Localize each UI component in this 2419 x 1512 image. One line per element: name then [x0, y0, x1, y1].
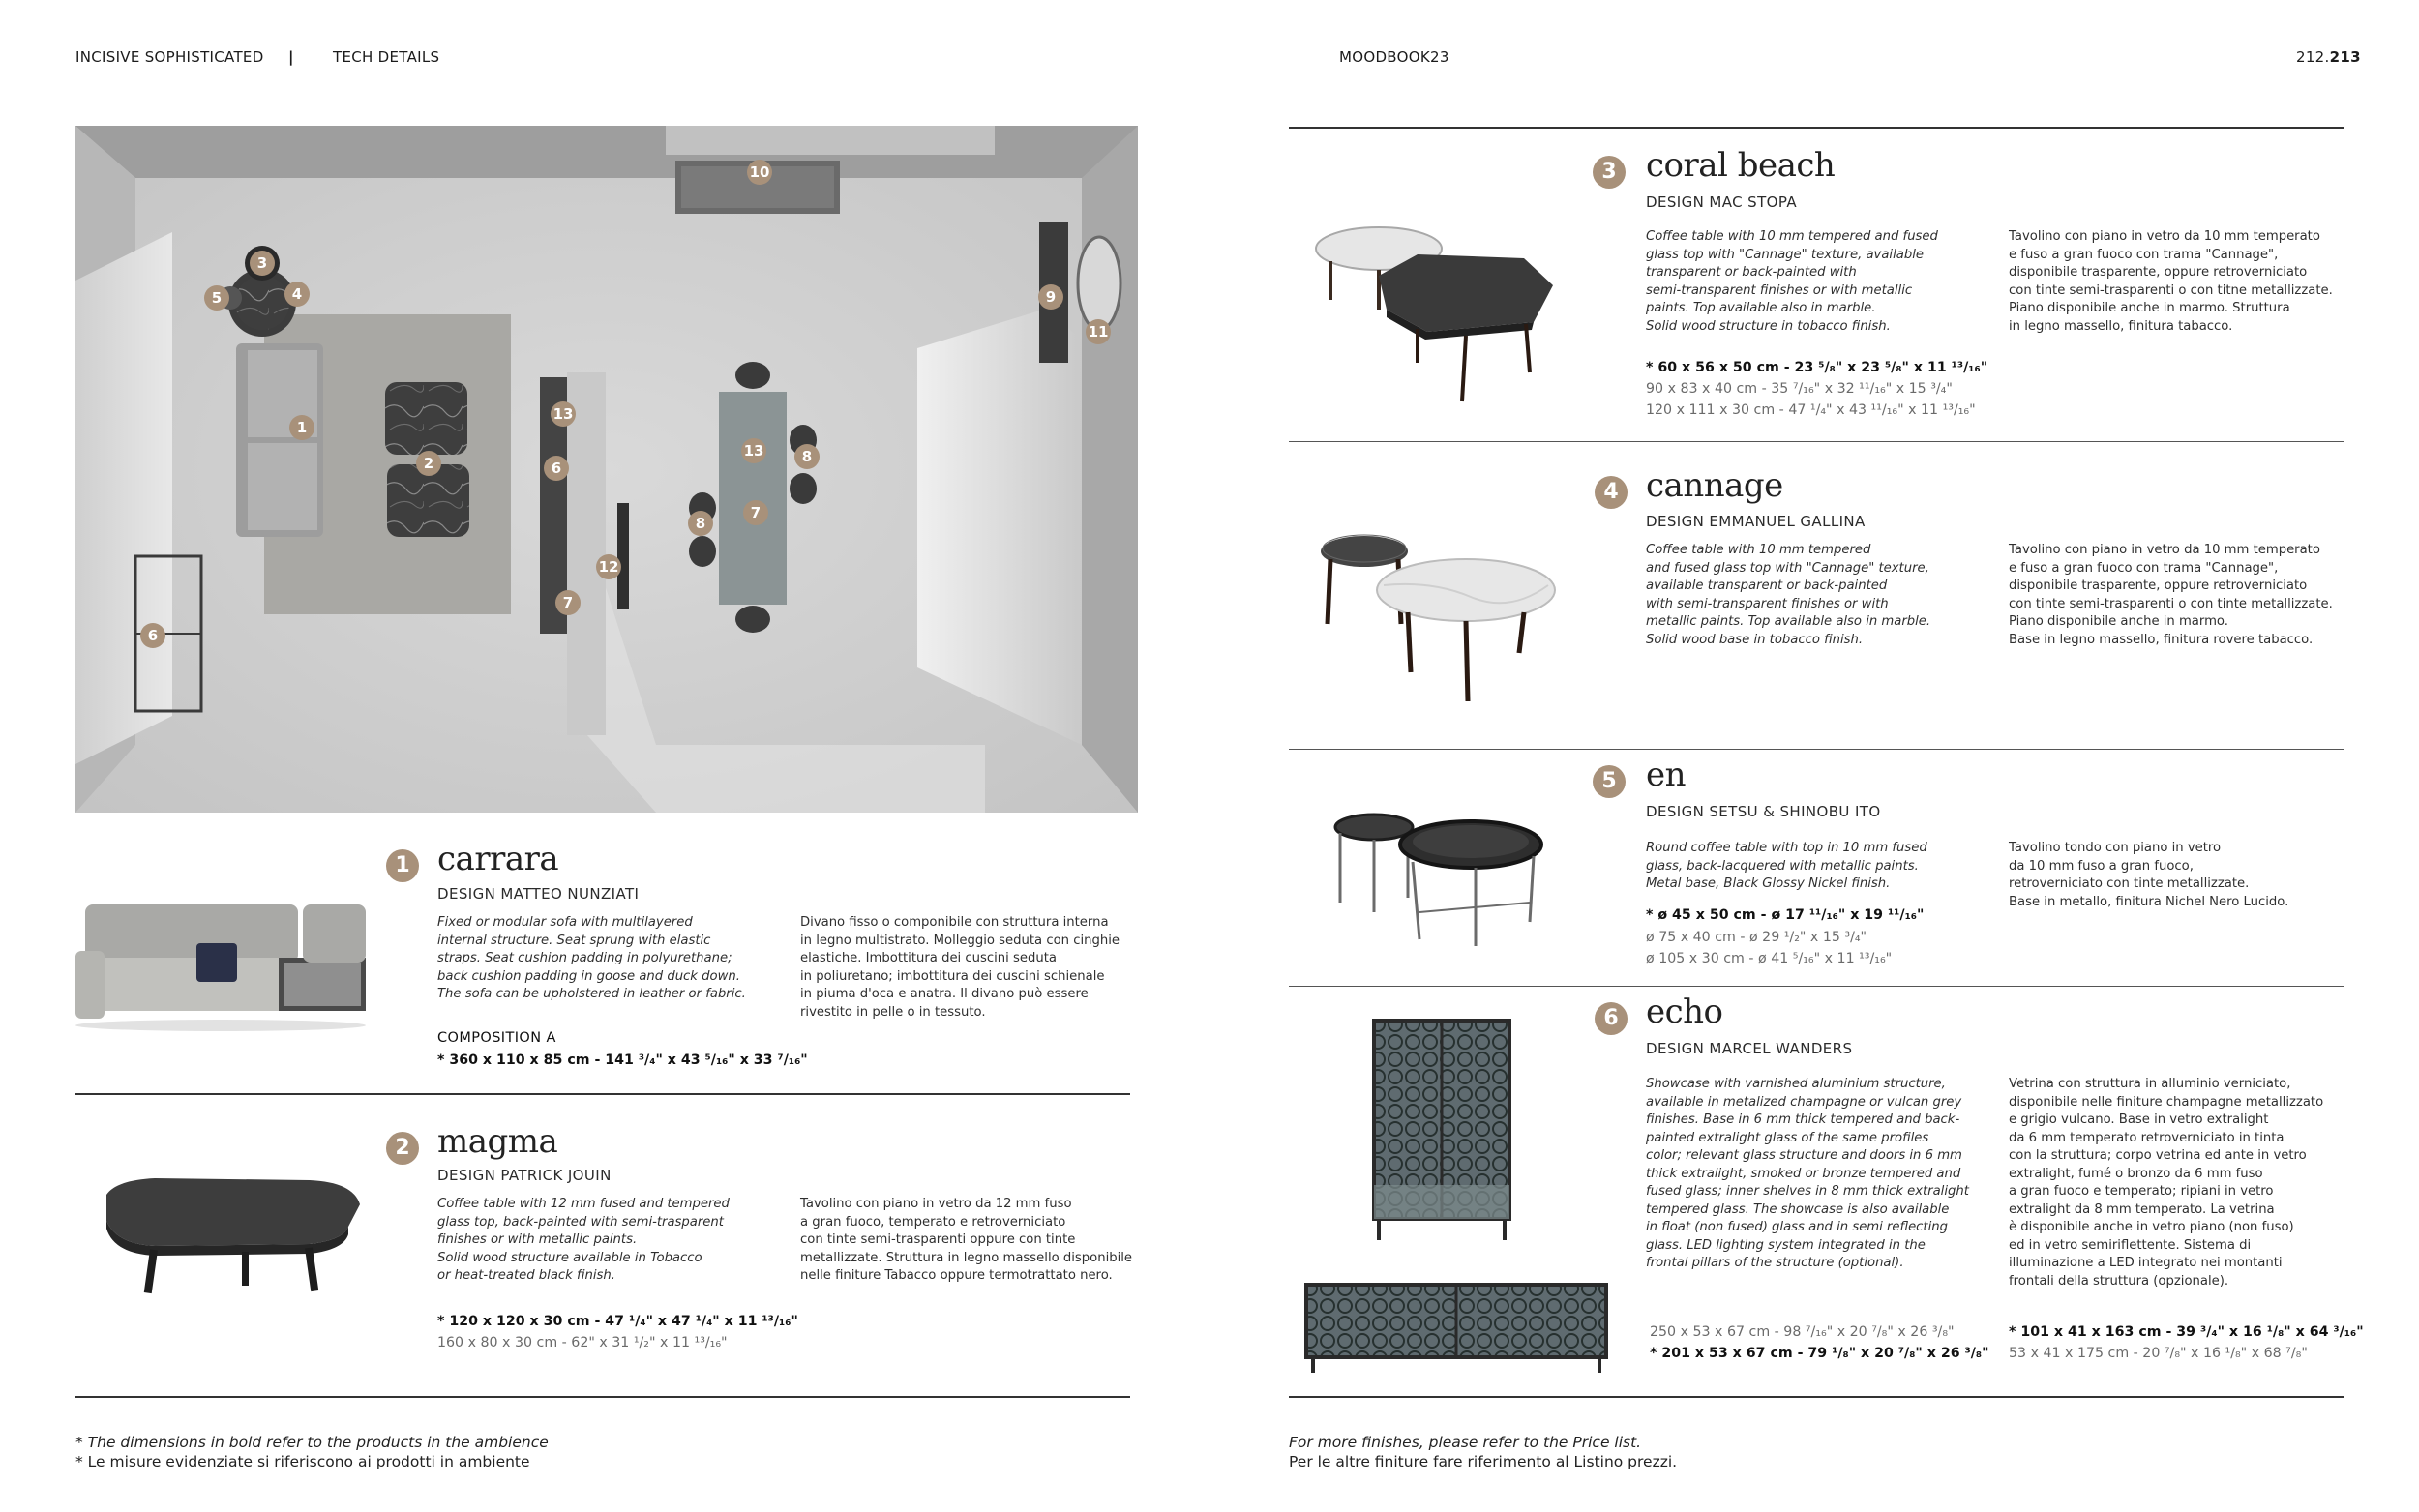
dimension-other: 120 x 111 x 30 cm - 47 ¹/₄" x 43 ¹¹/₁₆" x 11 ¹³/₁₆": [1646, 402, 1976, 418]
product-description-en: Fixed or modular sofa with multilayered internal structure. Seat sprung with elastic straps. Seat cushion padding in polyurethane; back cushion padding in goose and duck down. The sofa can be upholstered in leather or fabric.: [437, 915, 746, 1001]
dimension-other: 250 x 53 x 67 cm - 98 ⁷/₁₆" x 20 ⁷/₈" x 26 ³/₈": [1650, 1324, 1955, 1340]
divider: [1289, 986, 2344, 987]
dimension-bold: * 60 x 56 x 50 cm - 23 ⁵/₈" x 23 ⁵/₈" x 11 ¹³/₁₆": [1646, 360, 1988, 375]
plan-label-7b: 7: [562, 594, 574, 611]
dimension-other: ø 105 x 30 cm - ø 41 ⁵/₁₆" x 11 ¹³/₁₆": [1646, 951, 1893, 966]
product-designer: DESIGN PATRICK JOUIN: [437, 1167, 612, 1184]
plan-label-2: 2: [423, 455, 434, 472]
header-subsection: TECH DETAILS: [333, 48, 440, 66]
product-description-it: Tavolino con piano in vetro da 10 mm temperato e fuso a gran fuoco con trama "Cannage", disponibile trasparente, oppure retroverniciato con tinte semi-trasparenti o con titne metallizzate. Piano disponibile anche in marmo. Struttura in legno massello, finitura tabacco.: [2009, 229, 2333, 334]
product-description-it: Vetrina con struttura in alluminio verniciato, disponibile nelle finiture champagne metallizzato e grigio vulcano. Base in vetro extralight da 6 mm temperato retroverniciato in tinta con la struttura; corpo vetrina ed ante in vetro extralight, fumé o bronzo da 6 mm fuso a gran fuoco e temperato; ripiani in vetro extralight da 8 mm temperato. La vetrina è disponibile anche in vetro piano (non fuso) ed in vetro semiriflettente. Sistema di illuminazione a LED integrato nei montanti frontali della struttura (opzionale).: [2009, 1077, 2324, 1289]
product-description-en: Coffee table with 12 mm fused and tempered glass top, back-painted with semi-trasparent finishes or with metallic paints. Solid wood structure available in Tobacco or heat-treated black finish.: [437, 1197, 730, 1283]
product-name-echo: echo: [1646, 993, 1723, 1031]
product-number-badge: 4: [1595, 476, 1628, 509]
divider: [75, 1093, 1130, 1095]
dimension-other: 53 x 41 x 175 cm - 20 ⁷/₈" x 16 ¹/₈" x 68 ⁷/₈": [2009, 1346, 2308, 1361]
magma-table-image: [97, 1171, 368, 1306]
product-designer: DESIGN MAC STOPA: [1646, 193, 1798, 211]
divider: [1289, 441, 2344, 442]
header-section: INCISIVE SOPHISTICATED: [75, 48, 264, 66]
product-name-carrara: carrara: [437, 840, 559, 878]
plan-label-12: 12: [598, 558, 619, 576]
plan-label-6b: 6: [147, 627, 159, 644]
plan-label-4: 4: [291, 285, 303, 303]
cannage-table-image: [1316, 527, 1558, 711]
plan-label-8b: 8: [695, 515, 706, 532]
product-number-badge: 2: [386, 1132, 419, 1165]
product-name-en: en: [1646, 756, 1687, 794]
plan-label-1: 1: [296, 419, 308, 436]
product-number-badge: 1: [386, 849, 419, 882]
plan-label-13b: 13: [743, 442, 764, 460]
product-number-badge: 3: [1593, 156, 1626, 189]
product-description-en: Coffee table with 10 mm tempered and fused glass top with "Cannage" texture, available transparent or back-painted with semi-transparent finishes or with metallic paints. Top available also in marble. Solid wood structure in tobacco finish.: [1646, 229, 1938, 334]
product-description-it: Tavolino con piano in vetro da 12 mm fuso a gran fuoco, temperato e retroverniciato con tinte semi-trasparenti oppure con tinte metallizzate. Struttura in legno massello disponibile nelle finiture Tabacco oppure termotrattato nero.: [800, 1197, 1133, 1283]
plan-label-5: 5: [211, 289, 223, 307]
product-designer: DESIGN MATTEO NUNZIATI: [437, 885, 640, 903]
floor-plan-image: [75, 126, 1138, 813]
product-designer: DESIGN EMMANUEL GALLINA: [1646, 513, 1866, 530]
product-designer: DESIGN SETSU & SHINOBU ITO: [1646, 803, 1881, 820]
plan-label-7a: 7: [750, 504, 762, 521]
dimension-bold: * 360 x 110 x 85 cm - 141 ³/₄" x 43 ⁵/₁₆" x 33 ⁷/₁₆": [437, 1052, 808, 1068]
plan-label-8a: 8: [801, 448, 813, 465]
plan-label-6a: 6: [551, 460, 562, 477]
divider: [1289, 749, 2344, 750]
footnote-finishes-en: For more finishes, please refer to the Price list.: [1289, 1434, 1642, 1451]
header-separator: |: [288, 48, 294, 66]
dimension-bold: * 201 x 53 x 67 cm - 79 ¹/₈" x 20 ⁷/₈" x 26 ³/₈": [1650, 1346, 1989, 1361]
footnote-finishes-it: Per le altre finiture fare riferimento al Listino prezzi.: [1289, 1453, 1678, 1470]
product-description-it: Tavolino con piano in vetro da 10 mm temperato e fuso a gran fuoco con trama "Cannage", disponibile trasparente, oppure retroverniciato con tinte semi-trasparenti o con tinte metallizzate. Piano disponibile anche in marmo. Base in legno massello, finitura rovere tabacco.: [2009, 543, 2333, 647]
composition-label: COMPOSITION A: [437, 1030, 556, 1046]
coral-beach-table-image: [1311, 218, 1592, 411]
product-description-en: Showcase with varnished aluminium structure, available in metalized champagne or vulcan grey finishes. Base in 6 mm thick tempered and back- painted extralight glass of the same profiles color; relevant glass structure and doors in 6 mm thick extralight, smoked or bronze tempered and fused glass; inner shelves in 8 mm thick extralight tempered glass. The showcase is also available in float (non fused) glass and in semi reflecting glass. LED lighting system integrated in the frontal pillars of the structure (optional).: [1646, 1077, 1969, 1270]
plan-label-13a: 13: [552, 405, 574, 423]
echo-showcase-tall-image: [1369, 1016, 1514, 1243]
product-description-en: Coffee table with 10 mm tempered and fused glass top with "Cannage" texture, available transparent or back-painted with semi-transparent finishes or with metallic paints. Top available also in marble. Solid wood base in tobacco finish.: [1646, 543, 1931, 647]
dimension-other: 90 x 83 x 40 cm - 35 ⁷/₁₆" x 32 ¹¹/₁₆" x 15 ³/₄": [1646, 381, 1953, 397]
page-numbers: [2296, 48, 2361, 66]
carrara-sofa-image: [75, 866, 366, 1035]
page-number-right: 213: [2329, 48, 2361, 66]
dimension-bold: * ø 45 x 50 cm - ø 17 ¹¹/₁₆" x 19 ¹¹/₁₆": [1646, 907, 1925, 923]
divider: [1289, 1396, 2344, 1398]
product-description-it: Tavolino tondo con piano in vetro da 10 mm fuso a gran fuoco, retroverniciato con tinte metallizzate. Base in metallo, finitura Nichel Nero Lucido.: [2009, 841, 2289, 909]
header-book-title: MOODBOOK23: [1339, 48, 1449, 66]
plan-label-10: 10: [749, 163, 770, 181]
product-number-badge: 5: [1593, 765, 1626, 798]
dimension-bold: * 101 x 41 x 163 cm - 39 ³/₄" x 16 ¹/₈" x 64 ³/₁₆": [2009, 1324, 2364, 1340]
dimension-other: 160 x 80 x 30 cm - 62" x 31 ¹/₂" x 11 ¹³/₁₆": [437, 1335, 728, 1350]
plan-label-11: 11: [1088, 323, 1109, 341]
footnote-it: * Le misure evidenziate si riferiscono ai prodotti in ambiente: [75, 1453, 530, 1470]
plan-label-3: 3: [256, 254, 268, 272]
product-name-coral-beach: coral beach: [1646, 146, 1836, 185]
product-description-en: Round coffee table with top in 10 mm fused glass, back-lacquered with metallic paints. Metal base, Black Glossy Nickel finish.: [1646, 841, 1927, 891]
footnote-en: * The dimensions in bold refer to the products in the ambience: [75, 1434, 549, 1451]
en-table-image: [1330, 806, 1548, 951]
echo-showcase-low-image: [1301, 1280, 1611, 1377]
product-name-magma: magma: [437, 1122, 558, 1161]
product-name-cannage: cannage: [1646, 466, 1783, 505]
dimension-other: ø 75 x 40 cm - ø 29 ¹/₂" x 15 ³/₄": [1646, 930, 1867, 945]
divider: [75, 1396, 1130, 1398]
divider: [1289, 127, 2344, 129]
product-number-badge: 6: [1595, 1002, 1628, 1035]
product-description-it: Divano fisso o componibile con struttura interna in legno multistrato. Molleggio seduta con cinghie elastiche. Imbottitura dei cuscini seduta in poliuretano; imbottitura dei cuscini schienale in piuma d'oca e anatra. Il divano può essere rivestito in pelle o in tessuto.: [800, 915, 1120, 1020]
dimension-bold: * 120 x 120 x 30 cm - 47 ¹/₄" x 47 ¹/₄" x 11 ¹³/₁₆": [437, 1314, 798, 1329]
page-number-left: 212.: [2296, 48, 2330, 66]
product-designer: DESIGN MARCEL WANDERS: [1646, 1040, 1853, 1057]
plan-label-9: 9: [1045, 288, 1057, 306]
